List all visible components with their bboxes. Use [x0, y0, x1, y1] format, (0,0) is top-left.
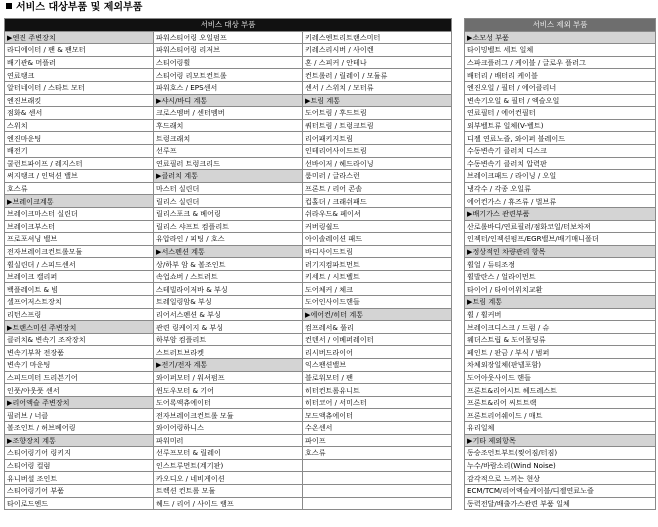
- part-cell: 도어록액츄에이터: [154, 396, 303, 409]
- part-cell: 인젝터/인젝션펌프/EGR밸브/배기매니폴더: [465, 233, 656, 246]
- table-row: [5, 472, 452, 485]
- part-cell: 파워호스 / EPS센서: [154, 81, 303, 94]
- category-cell: ▶샤시/바디 계통: [154, 94, 303, 107]
- part-cell: 파워미러: [154, 434, 303, 447]
- table-row: [5, 333, 452, 346]
- covered-parts-header: 서비스 대상 부품: [5, 19, 452, 32]
- part-cell: 쉬라우드& 페이셔: [303, 207, 452, 220]
- part-cell: 변속기오일 & 필터 / 엑슬오일: [465, 94, 656, 107]
- part-cell: 하부암 컴플리트: [154, 333, 303, 346]
- part-cell: 브레이크 캘리퍼: [5, 270, 154, 283]
- part-cell: 수동변속기 클러치 압력판: [465, 157, 656, 170]
- table-row: [465, 472, 656, 485]
- table-row: [465, 132, 656, 145]
- category-cell: ▶엔진 주변장치: [5, 31, 154, 44]
- part-cell: 스파크플러그 / 케이블 / 글로우 플러그: [465, 56, 656, 69]
- table-row: [465, 107, 656, 120]
- part-cell: 배터리 / 배터리 케이블: [465, 69, 656, 82]
- part-cell: 연료필터 / 에어컨필터: [465, 107, 656, 120]
- part-cell: 스피드미터 드리븐기어: [5, 371, 154, 384]
- table-row: [5, 44, 452, 57]
- part-cell: ECM/TCM/리어액슬케이블/디젤연료노즐: [465, 484, 656, 497]
- table-row: [5, 359, 452, 372]
- table-row: [465, 484, 656, 497]
- part-cell: 냉각수 / 각종 오일류: [465, 182, 656, 195]
- part-cell: 브레이크디스크 / 드럼 / 슈: [465, 321, 656, 334]
- part-cell: 도어체커 / 체크: [303, 283, 452, 296]
- part-cell: 엔진브래킷: [5, 94, 154, 107]
- part-cell: 키레스리시버 / 사이렌: [303, 44, 452, 57]
- table-row: [465, 56, 656, 69]
- part-cell: 배기관& 머플러: [5, 56, 154, 69]
- table-row: [465, 81, 656, 94]
- part-cell: 리어패키지트림: [303, 132, 452, 145]
- part-cell: 프론트&리어 씨트트랙: [465, 396, 656, 409]
- part-cell: 트레일링암& 부싱: [154, 296, 303, 309]
- table-row: [5, 258, 452, 271]
- part-cell: 릴리스포크 & 베어링: [154, 207, 303, 220]
- table-row: [465, 220, 656, 233]
- category-cell: ▶기타 제외항목: [465, 434, 656, 447]
- part-cell: 윈도우모터 & 기어: [154, 384, 303, 397]
- excluded-parts-header: 서비스 제외 부품: [465, 19, 656, 32]
- table-row: [465, 44, 656, 57]
- table-row: [5, 321, 452, 334]
- table-row: [5, 220, 452, 233]
- part-cell: 히터코어 / 서미스터: [303, 396, 452, 409]
- table-row: [465, 94, 656, 107]
- table-row: [5, 157, 452, 170]
- part-cell: 변속기 마운팅: [5, 359, 154, 372]
- table-row: [5, 31, 452, 44]
- part-cell: 브레이크패드 / 라이닝 / 오일: [465, 170, 656, 183]
- part-cell: 호스류: [303, 447, 452, 460]
- part-cell: 휠발란스 / 얼라이먼트: [465, 270, 656, 283]
- part-cell: 스트러트브라켓: [154, 346, 303, 359]
- covered-parts-body: [5, 31, 452, 510]
- category-cell: ▶서스펜션 계통: [154, 245, 303, 258]
- part-cell: 스티어링기어 링키지: [5, 447, 154, 460]
- part-cell: 감각적으로 느끼는 현상: [465, 472, 656, 485]
- table-row: [465, 283, 656, 296]
- table-row: [465, 396, 656, 409]
- part-cell: 릴리스 샤프트 컴플리트: [154, 220, 303, 233]
- part-cell: 모드액츄에이터: [303, 409, 452, 422]
- part-cell: 수온센서: [303, 422, 452, 435]
- part-cell: 알터네이터 / 스타트 모터: [5, 81, 154, 94]
- part-cell: 디젤 연료노즐, 와이퍼 블레이드: [465, 132, 656, 145]
- part-cell: 쿼터트림 / 트렁크트림: [303, 119, 452, 132]
- part-cell: 트렁크래치: [154, 132, 303, 145]
- part-cell: 배전기: [5, 144, 154, 157]
- table-row: [465, 346, 656, 359]
- page-title-text: 서비스 대상부품 및 제외부품: [16, 2, 143, 13]
- table-row: [465, 207, 656, 220]
- table-row: [465, 308, 656, 321]
- table-row: [465, 459, 656, 472]
- part-cell: 타이어 / 타이어위치교환: [465, 283, 656, 296]
- covered-parts-table: [4, 18, 452, 510]
- part-cell: 크로스멤버 / 센터멤버: [154, 107, 303, 120]
- part-cell: 리어서스펜션 & 부싱: [154, 308, 303, 321]
- part-cell: 인풋/아웃풋 센서: [5, 384, 154, 397]
- part-cell: 브레이크마스터 실린더: [5, 207, 154, 220]
- part-cell: [303, 497, 452, 510]
- part-cell: 타이밍벨트 세트 일체: [465, 44, 656, 57]
- part-cell: 관련 링케이지 & 부싱: [154, 321, 303, 334]
- page-title: [6, 2, 142, 14]
- part-cell: 연료필러 트렁크리드: [154, 157, 303, 170]
- part-cell: 변속기부착 전장품: [5, 346, 154, 359]
- part-cell: 유압라인 / 피팅 / 호스: [154, 233, 303, 246]
- table-row: [465, 69, 656, 82]
- table-row: [465, 384, 656, 397]
- table-row: [5, 409, 452, 422]
- part-cell: 동력전달/배출가스관련 부품 일체: [465, 497, 656, 510]
- part-cell: 컨트롤러 / 릴레이 / 모듈류: [303, 69, 452, 82]
- part-cell: 타이로드엔드: [5, 497, 154, 510]
- part-cell: 브레이크부스터: [5, 220, 154, 233]
- part-cell: 스테빌라이저바 & 부싱: [154, 283, 303, 296]
- table-row: [465, 258, 656, 271]
- part-cell: 셀프어저스트장치: [5, 296, 154, 309]
- table-row: [465, 447, 656, 460]
- part-cell: 프론트&리어시트 헤드레스트: [465, 384, 656, 397]
- part-cell: 컨덴서 / 이베퍼레이터: [303, 333, 452, 346]
- table-row: [465, 182, 656, 195]
- part-cell: [303, 459, 452, 472]
- table-row: [5, 233, 452, 246]
- table-row: [5, 182, 452, 195]
- part-cell: 헤드 / 리어 / 사이드 램프: [154, 497, 303, 510]
- table-row: [465, 170, 656, 183]
- part-cell: 연료탱크: [5, 69, 154, 82]
- excluded-parts-table: [464, 18, 656, 510]
- part-cell: 히터컨트롤유니트: [303, 384, 452, 397]
- part-cell: 스티어링 리모트컨트롤: [154, 69, 303, 82]
- part-cell: 스티어링 컬럼: [5, 459, 154, 472]
- table-row: [5, 422, 452, 435]
- table-row: [5, 447, 452, 460]
- table-row: [5, 69, 452, 82]
- part-cell: 와이퍼모터 / 워셔펌프: [154, 371, 303, 384]
- part-cell: 볼조인트 / 허브베어링: [5, 422, 154, 435]
- table-row: [5, 81, 452, 94]
- category-cell: ▶에어컨/히터 계통: [303, 308, 452, 321]
- part-cell: 전자브레이크컨트롤 모듈: [154, 409, 303, 422]
- part-cell: 도어트림 / 후드트림: [303, 107, 452, 120]
- table-row: [465, 270, 656, 283]
- table-row: [465, 296, 656, 309]
- part-cell: 도어인사이드핸들: [303, 296, 452, 309]
- part-cell: 인테리어사이드트림: [303, 144, 452, 157]
- category-cell: ▶트랜스미션 주변장치: [5, 321, 154, 334]
- part-cell: 동승조언트부트(찢어짐/터짐): [465, 447, 656, 460]
- part-cell: 유니버셜 조인트: [5, 472, 154, 485]
- part-cell: 키레스엔트리트랜스미터: [303, 31, 452, 44]
- part-cell: 휠실린더 / 스피드센서: [5, 258, 154, 271]
- table-row: [5, 170, 452, 183]
- table-row: [5, 119, 452, 132]
- part-cell: 선바이저 / 헤드라이닝: [303, 157, 452, 170]
- table-row: [5, 296, 452, 309]
- part-cell: 파워스티어링 오일펌프: [154, 31, 303, 44]
- table-row: [5, 245, 452, 258]
- part-cell: 커버링쉴드: [303, 220, 452, 233]
- table-row: [465, 434, 656, 447]
- part-cell: 써지탱크 / 인덕션 밸브: [5, 170, 154, 183]
- part-cell: 리턴스프링: [5, 308, 154, 321]
- table-row: [5, 484, 452, 497]
- square-bullet-icon: [6, 3, 12, 9]
- table-row: [465, 119, 656, 132]
- table-row: [465, 359, 656, 372]
- part-cell: 마스터 실린더: [154, 182, 303, 195]
- part-cell: 프론트리어쉐이드 / 매트: [465, 409, 656, 422]
- part-cell: 리시버드라이어: [303, 346, 452, 359]
- part-cell: 러기지컴파트먼트: [303, 258, 452, 271]
- table-row: [465, 31, 656, 44]
- part-cell: 카오디오 / 네비게이션: [154, 472, 303, 485]
- table-row: [5, 207, 452, 220]
- part-cell: 엔진마운팅: [5, 132, 154, 145]
- category-cell: ▶브레이크계통: [5, 195, 154, 208]
- table-row: [5, 434, 452, 447]
- part-cell: 휠얼 / 듀티조정: [465, 258, 656, 271]
- category-cell: ▶배기가스 관련부품: [465, 207, 656, 220]
- table-row: [5, 144, 452, 157]
- part-cell: 백플레이트 & 빔: [5, 283, 154, 296]
- table-row: [5, 56, 452, 69]
- table-row: [465, 497, 656, 510]
- part-cell: 호스류: [5, 182, 154, 195]
- table-row: [465, 195, 656, 208]
- category-cell: ▶소모성 부품: [465, 31, 656, 44]
- part-cell: 인스트루먼트(계기판): [154, 459, 303, 472]
- table-row: [465, 321, 656, 334]
- category-cell: ▶리어액슬 주변장치: [5, 396, 154, 409]
- part-cell: 프로포셔닝 밸브: [5, 233, 154, 246]
- part-cell: 에어컨가스 / 휴즈류 / 벌브류: [465, 195, 656, 208]
- table-row: [5, 283, 452, 296]
- category-cell: ▶정상적인 차량관리 항목: [465, 245, 656, 258]
- part-cell: 웨더스트립 & 도어몰딩류: [465, 333, 656, 346]
- part-cell: 컴프레서& 풀리: [303, 321, 452, 334]
- category-cell: ▶트림 계통: [303, 94, 452, 107]
- part-cell: 후드래치: [154, 119, 303, 132]
- table-row: [5, 195, 452, 208]
- part-cell: 필러브 / 너클: [5, 409, 154, 422]
- part-cell: 엔진오일 / 필터 / 에어클리너: [465, 81, 656, 94]
- part-cell: 상/하부 암 & 볼조인트: [154, 258, 303, 271]
- part-cell: 혼 / 스피커 / 안테나: [303, 56, 452, 69]
- table-row: [465, 422, 656, 435]
- part-cell: 와이어링하니스: [154, 422, 303, 435]
- part-cell: 수동변속기 클러치 디스크: [465, 144, 656, 157]
- category-cell: ▶클러치 계통: [154, 170, 303, 183]
- part-cell: 클러치& 변속기 조작장치: [5, 333, 154, 346]
- part-cell: 페인트 / 판금 / 부식 / 범퍼: [465, 346, 656, 359]
- part-cell: 속업쇼버 / 스트러트: [154, 270, 303, 283]
- part-cell: 스위치: [5, 119, 154, 132]
- table-row: [5, 94, 452, 107]
- table-row: [465, 144, 656, 157]
- part-cell: 외부벨트류 일체(V-벨트): [465, 119, 656, 132]
- part-cell: 블로워모터 / 팬: [303, 371, 452, 384]
- table-row: [5, 396, 452, 409]
- table-row: [5, 270, 452, 283]
- category-cell: ▶트림 계통: [465, 296, 656, 309]
- part-cell: 컵홀더 / 크래쉬패드: [303, 195, 452, 208]
- part-cell: 파워스티어링 리저브: [154, 44, 303, 57]
- part-cell: 선루프모터 & 릴레이: [154, 447, 303, 460]
- part-cell: 도어아웃사이드 핸들: [465, 371, 656, 384]
- part-cell: [303, 472, 452, 485]
- table-row: [465, 371, 656, 384]
- part-cell: 전자브레이크컨트롤모듈: [5, 245, 154, 258]
- part-cell: 룸미러 / 글라스런: [303, 170, 452, 183]
- part-cell: 키세트 / 시트벨트: [303, 270, 452, 283]
- part-cell: 아이솔레이션 패드: [303, 233, 452, 246]
- part-cell: 누수/바람소리(Wind Noise): [465, 459, 656, 472]
- table-row: [465, 233, 656, 246]
- part-cell: 휠 / 휠커버: [465, 308, 656, 321]
- category-cell: ▶조향장치 계통: [5, 434, 154, 447]
- part-cell: 점화& 센서: [5, 107, 154, 120]
- table-row: [5, 308, 452, 321]
- table-row: [5, 371, 452, 384]
- part-cell: 익스팬션밸브: [303, 359, 452, 372]
- part-cell: 유리일체: [465, 422, 656, 435]
- table-row: [465, 333, 656, 346]
- table-row: [465, 245, 656, 258]
- part-cell: 스티어링기어 부품: [5, 484, 154, 497]
- part-cell: 라디에이터 / 팬 & 팬모터: [5, 44, 154, 57]
- category-cell: ▶전기/전자 계통: [154, 359, 303, 372]
- table-row: [5, 346, 452, 359]
- part-cell: 센서 / 스위치 / 모터류: [303, 81, 452, 94]
- excluded-parts-body: [465, 31, 656, 510]
- part-cell: 프론트 / 리어 콘솔: [303, 182, 452, 195]
- table-row: [5, 107, 452, 120]
- part-cell: 스티어링휠: [154, 56, 303, 69]
- part-cell: 산로롤바디/연료필러/점화코일/터보차져: [465, 220, 656, 233]
- part-cell: [303, 484, 452, 497]
- table-row: [5, 132, 452, 145]
- table-row: [5, 384, 452, 397]
- part-cell: 릴리스 실린더: [154, 195, 303, 208]
- table-row: [465, 157, 656, 170]
- table-row: [5, 459, 452, 472]
- table-row: [5, 497, 452, 510]
- part-cell: 파이프: [303, 434, 452, 447]
- part-cell: 바디사이드트림: [303, 245, 452, 258]
- part-cell: 선루프: [154, 144, 303, 157]
- part-cell: 쿨런트파이프 / 레지스터: [5, 157, 154, 170]
- part-cell: 트렉션 컨트롤 모듈: [154, 484, 303, 497]
- table-row: [465, 409, 656, 422]
- part-cell: 차체외장일체(판넬포함): [465, 359, 656, 372]
